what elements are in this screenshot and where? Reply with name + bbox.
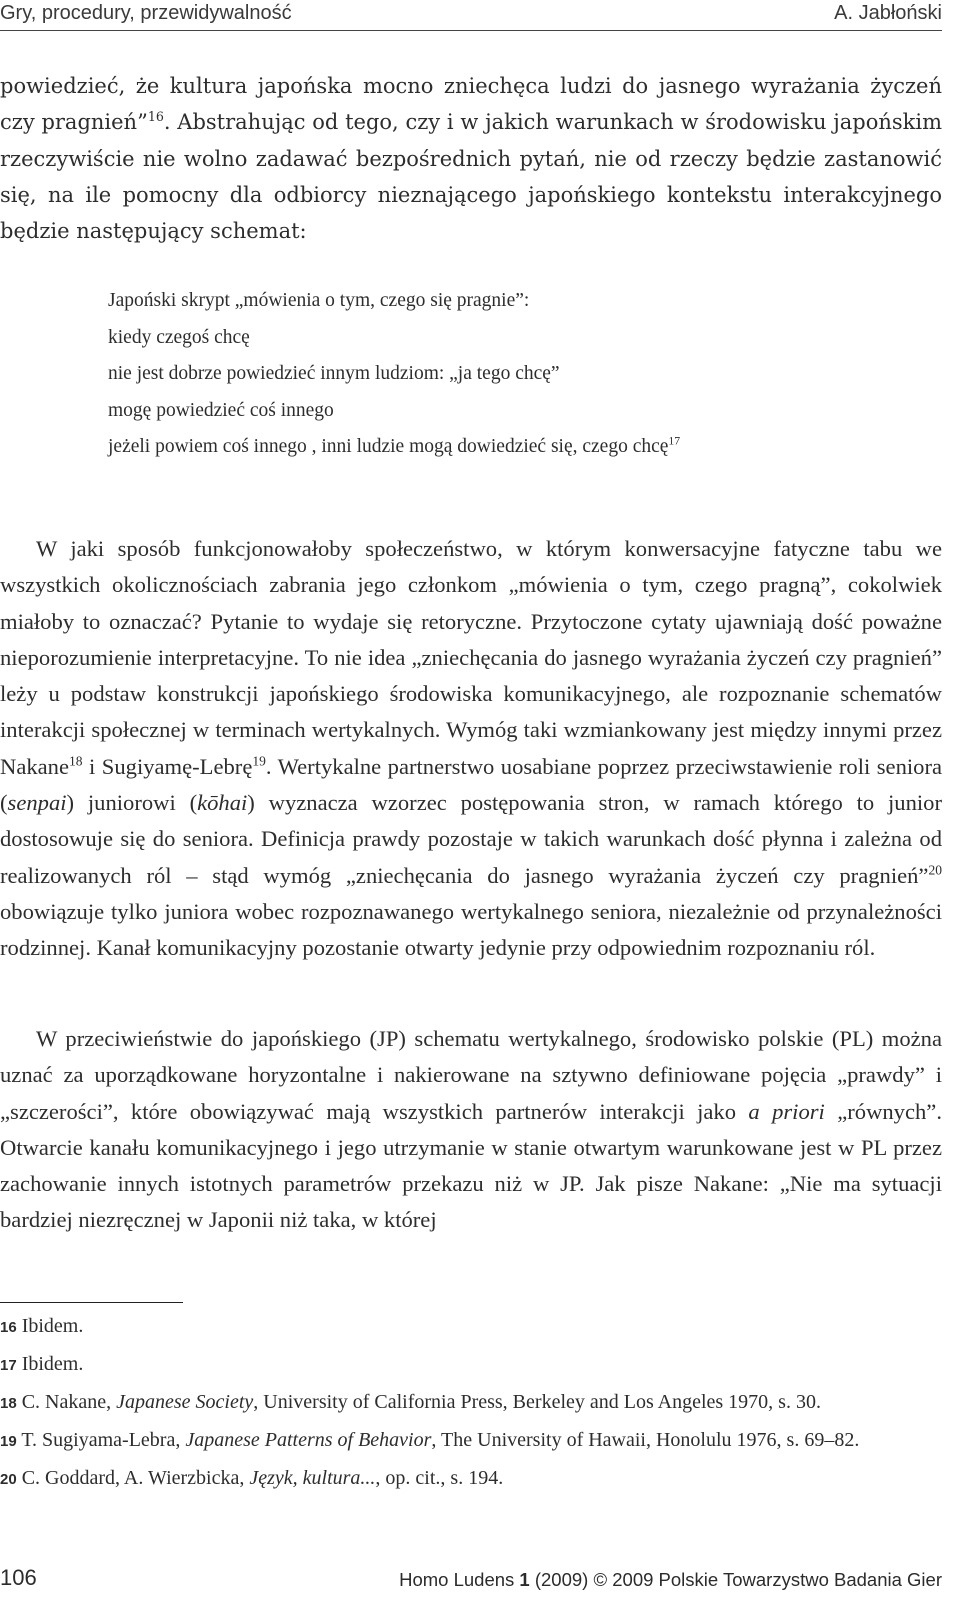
footnote-16 <box>0 1308 942 1346</box>
journal-citation <box>399 1569 942 1591</box>
journal-copyright: (2009) © 2009 Polskie Towarzystwo Badania Gier <box>529 1569 942 1590</box>
term-kohai: kōhai <box>197 790 248 816</box>
footnote-text: , University of California Press, Berkeley and Los Angeles 1970, s. 30. <box>253 1391 821 1413</box>
footnotes <box>0 1308 942 1498</box>
footnote-number: 16 <box>0 1319 17 1336</box>
footnote-ref-19[interactable]: 19 <box>252 753 266 769</box>
journal-issue: 1 <box>519 1569 530 1590</box>
footnote-divider <box>0 1302 183 1303</box>
text-run: W jaki sposób funkcjonowałoby społeczeństwo, w którym konwersacyjne fatyczne tabu we wszystkich okolicznościach zabrania jego członkom „mówienia o tym, czego pragną”, cokolwiek miałoby to oznaczać? Pytanie to wydaje się retoryczne. Przytoczone cytaty ujawniają dość poważne nieporozumienie interpretacyjne. To nie idea „zniechęcania do jasnego wyrażania życzeń czy pragnień” leży u podstaw konstrukcji japońskiego środowiska komunikacyjnego, ale rozpoznanie schematów interakcji społecznej w terminach wertykalnych. Wymóg taki wzmiankowany jest między innymi przez Nakane <box>0 536 942 779</box>
footnote-text: C. Nakane, <box>21 1391 117 1413</box>
term-a-priori: a priori <box>748 1098 825 1124</box>
paragraph-intro-text-1: powiedzieć, że kultura japońska mocno zniechęca ludzi do jasnego wyrażania życzeń czy pragnień” <box>0 74 942 135</box>
quote-line-last <box>108 429 908 466</box>
paragraph-intro-text-2: . Abstrahując od tego, czy i w jakich warunkach w środowisku japońskim rzeczywiście nie wolno zadawać bezpośrednich pytań, nie od rzeczy będzie zastanowić się, na ile pomocny dla odbiorcy nieznającego japońskiego kontekstu interakcyjnego będzie następujący schemat: <box>0 110 942 244</box>
footnote-ref-16[interactable]: 16 <box>147 109 164 125</box>
text-run: ) juniorowi ( <box>66 790 198 816</box>
footnote-text: C. Goddard, A. Wierzbicka, <box>21 1467 250 1489</box>
footnote-ref-18[interactable]: 18 <box>69 753 83 769</box>
running-footer <box>0 1557 942 1597</box>
footnote-text: , op. cit., s. 194. <box>375 1467 504 1489</box>
term-senpai: senpai <box>7 790 67 816</box>
footnote-number: 17 <box>0 1357 17 1374</box>
quote-line: nie jest dobrze powiedzieć innym ludziom: „ja tego chcę” <box>108 363 560 384</box>
footnote-text: T. Sugiyama-Lebra, <box>21 1429 186 1451</box>
footnote-ref-20[interactable]: 20 <box>928 862 942 878</box>
text-run: „równych”. Otwarcie kanału komunikacyjnego i jego utrzymanie w stanie otwartym warunkowane jest w PL przez zachowanie innych istotnych parametrów przekazu niż w JP. Jak pisze Nakane: „Nie ma sytuacji bardziej niezręcznej w Japonii niż taka, w której <box>0 1098 942 1233</box>
paragraph-comparison <box>0 1021 942 1239</box>
quote-line-text: jeżeli powiem coś innego , inni ludzie mogą dowiedzieć się, czego chcę <box>108 436 669 457</box>
footnote-text: Ibidem. <box>21 1353 84 1375</box>
block-quote-script <box>108 283 908 466</box>
footnote-title: Język, kultura... <box>249 1467 376 1489</box>
text-run: ) wyznacza wzorzec postępowania stron, w ramach którego to junior dostosowuje się do seniora. Definicja prawdy pozostaje w takich warunkach dość płynna i zależna od realizowanych ról – stąd wymóg „zniechęcania do jasnego wyrażania życzeń czy pragnień” <box>0 790 942 888</box>
footnote-title: Japanese Society <box>116 1391 254 1413</box>
header-section-title: Gry, procedury, przewidywalność <box>0 2 292 24</box>
text-run: obowiązuje tylko juniora wobec rozpoznawanego wertykalnego seniora, niezależnie od przynależności rodzinnej. Kanał komunikacyjny pozostanie otwarty jedynie przy odpowiednim rozpoznaniu ról. <box>0 898 942 961</box>
footnote-18 <box>0 1384 942 1422</box>
text-run: i Sugiyamę-Lebrę <box>82 753 253 779</box>
running-header <box>0 2 942 31</box>
footnote-19 <box>0 1422 942 1460</box>
text-run: W przeciwieństwie do japońskiego (JP) schematu wertykalnego, środowisko polskie (PL) można uznać za uporządkowane horyzontalne i nakierowane na sztywno definiowane pojęcia „prawdy” i „szczerości”, które obowiązywać mają wszystkich partnerów interakcji jako <box>0 1026 942 1124</box>
quote-line: mogę powiedzieć coś innego <box>108 399 334 421</box>
text-run: . Wertykalne partnerstwo uosabiane poprzez przeciwstawienie roli seniora ( <box>0 753 943 816</box>
footnote-20 <box>0 1460 942 1498</box>
journal-name: Homo Ludens <box>399 1569 520 1590</box>
quote-line: Japoński skrypt „mówienia o tym, czego się pragnie”: <box>108 290 530 311</box>
quote-line: kiedy czegoś chcę <box>108 326 250 348</box>
footnote-number: 20 <box>0 1471 17 1488</box>
footnote-text: , The University of Hawaii, Honolulu 1976, s. 69–82. <box>431 1429 860 1451</box>
header-author: A. Jabłoński <box>834 2 942 24</box>
footnote-number: 18 <box>0 1395 17 1412</box>
footnote-text: Ibidem. <box>21 1315 84 1337</box>
footnote-title: Japanese Patterns of Behavior <box>185 1429 432 1451</box>
page-number: 106 <box>0 1565 37 1590</box>
paragraph-analysis <box>0 531 942 967</box>
footnote-number: 19 <box>0 1433 17 1450</box>
footnote-ref-17[interactable]: 17 <box>668 434 681 448</box>
footnote-17 <box>0 1346 942 1384</box>
paragraph-intro <box>0 68 942 249</box>
